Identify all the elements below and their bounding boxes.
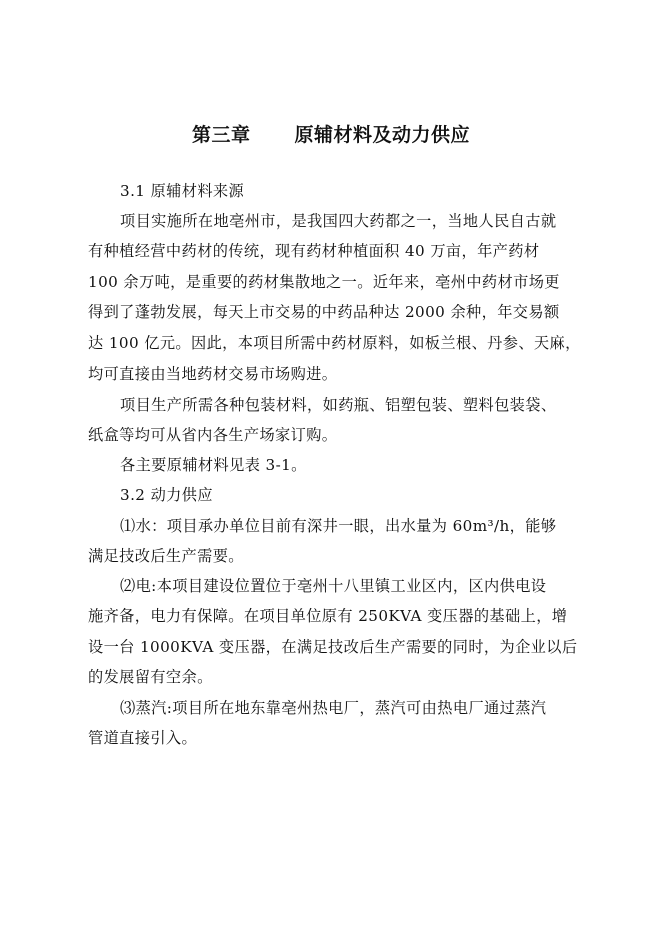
section-heading-3-1: 3.1 原辅材料来源: [120, 182, 245, 200]
chapter-title: [0, 120, 662, 147]
chapter-number: 第三章: [191, 124, 251, 146]
paragraph-line: 的发展留有空余。: [88, 668, 213, 686]
paragraph-line: 达 100 亿元。因此，本项目所需中药材原料，如板兰根、丹参、天麻，: [88, 334, 581, 352]
paragraph-line: 满足技改后生产需要。: [88, 547, 244, 565]
paragraph-line: 项目生产所需各种包装材料，如药瓶、铝塑包装、塑料包装袋、: [120, 396, 557, 414]
paragraph-line: 设一台 1000KVA 变压器，在满足技改后生产需要的同时，为企业以后: [88, 638, 578, 656]
section-heading-3-2: 3.2 动力供应: [120, 486, 213, 504]
paragraph-line: 有种植经营中药材的传统，现有药材种植面积 40 万亩，年产药材: [88, 242, 540, 260]
paragraph-line: ⑶蒸汽:项目所在地东靠亳州热电厂，蒸汽可由热电厂通过蒸汽: [120, 699, 547, 717]
paragraph-line: 项目实施所在地亳州市，是我国四大药都之一，当地人民自古就: [120, 212, 557, 230]
paragraph-line: 100 余万吨，是重要的药材集散地之一。近年来，亳州中药材市场更: [88, 273, 560, 291]
chapter-title-text: 原辅材料及动力供应: [294, 124, 471, 146]
paragraph-line: 各主要原辅材料见表 3-1。: [120, 456, 307, 474]
paragraph-line: 纸盒等均可从省内各生产场家订购。: [88, 426, 338, 444]
paragraph-line: ⑵电:本项目建设位置位于亳州十八里镇工业区内，区内供电设: [120, 577, 547, 595]
paragraph-line: 管道直接引入。: [88, 729, 198, 747]
paragraph-line: 均可直接由当地药材交易市场购进。: [88, 365, 338, 383]
paragraph-line: 施齐备，电力有保障。在项目单位原有 250KVA 变压器的基础上，增: [88, 607, 568, 625]
paragraph-line: ⑴水：项目承办单位目前有深井一眼，出水量为 60m³/h，能够: [120, 517, 557, 535]
paragraph-line: 得到了蓬勃发展，每天上市交易的中药品种达 2000 余种，年交易额: [88, 303, 560, 321]
